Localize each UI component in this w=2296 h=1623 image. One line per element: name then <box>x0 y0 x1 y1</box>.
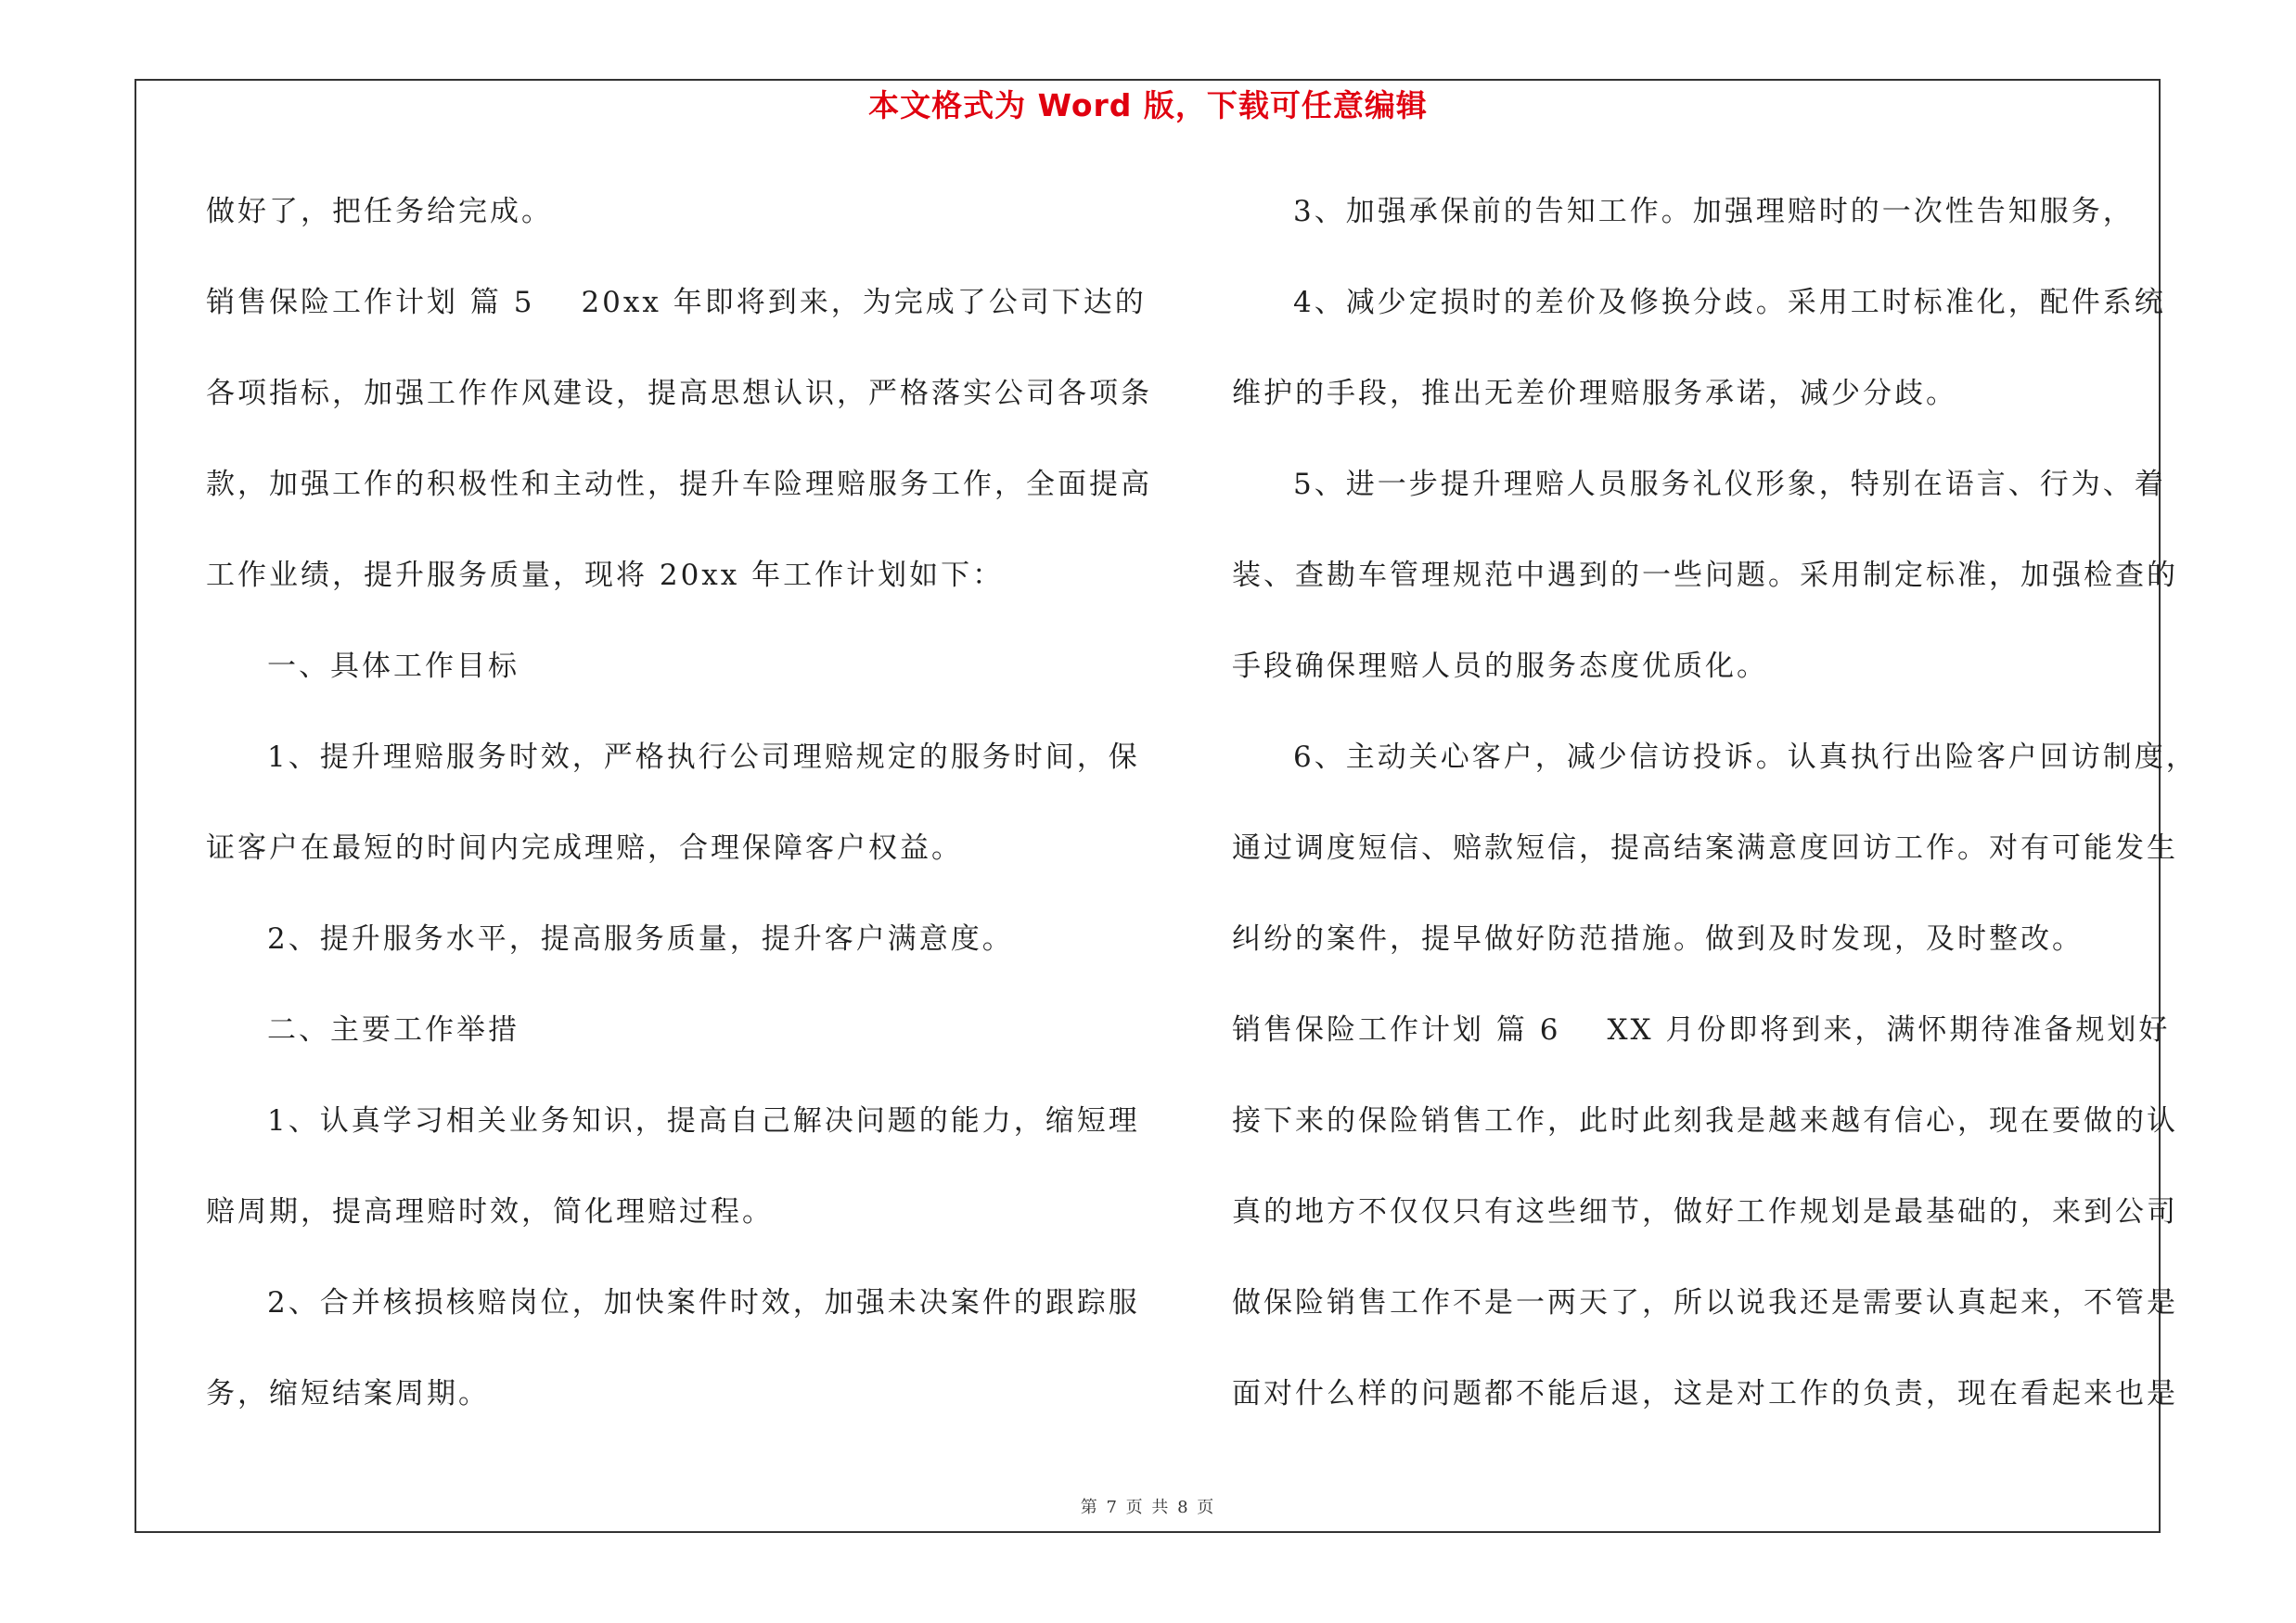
text-line: 3、加强承保前的告知工作。加强理赔时的一次性告知服务， <box>1293 195 2135 228</box>
section-heading: 销售保险工作计划 篇 6 <box>1232 1013 1561 1047</box>
text-line: 一、具体工作目标 <box>267 650 519 683</box>
text-line: 赔周期，提高理赔时效，简化理赔过程。 <box>206 1195 774 1229</box>
section-heading: 销售保险工作计划 篇 5 <box>206 286 535 319</box>
text-line: 接下来的保险销售工作，此时此刻我是越来越有信心，现在要做的认 <box>1232 1104 2178 1138</box>
text-line: 做好了，把任务给完成。 <box>206 195 553 228</box>
text-line: 纠纷的案件，提早做好防范措施。做到及时发现，及时整改。 <box>1232 922 2084 956</box>
text-line: 各项指标，加强工作作风建设，提高思想认识，严格落实公司各项条 <box>206 377 1152 410</box>
text-line: 2、合并核损核赔岗位，加快案件时效，加强未决案件的跟踪服 <box>267 1286 1140 1320</box>
text-line: 二、主要工作举措 <box>267 1013 519 1047</box>
text-line: 款，加强工作的积极性和主动性，提升车险理赔服务工作，全面提高 <box>206 468 1152 501</box>
text-line: 6、主动关心客户，减少信访投诉。认真执行出险客户回访制度， <box>1293 741 2198 774</box>
text-line: 真的地方不仅仅只有这些细节，做好工作规划是最基础的，来到公司 <box>1232 1195 2178 1229</box>
page-number-footer: 第 7 页 共 8 页 <box>1080 1498 1216 1517</box>
text-line: 证客户在最短的时间内完成理赔，合理保障客户权益。 <box>206 831 963 865</box>
header-banner: 本文格式为 Word 版，下载可任意编辑 <box>868 87 1428 123</box>
text-line: 务，缩短结案周期。 <box>206 1377 490 1410</box>
text-line: 1、提升理赔服务时效，严格执行公司理赔规定的服务时间，保 <box>267 741 1140 774</box>
text-line: 销售保险工作计划 篇 6 XX 月份即将到来，满怀期待准备规划好 <box>1232 1013 2171 1047</box>
text-line: 装、查勘车管理规范中遇到的一些问题。采用制定标准，加强检查的 <box>1232 559 2178 592</box>
text-line: 面对什么样的问题都不能后退，这是对工作的负责，现在看起来也是 <box>1232 1377 2178 1410</box>
text-line: 工作业绩，提升服务质量，现将 20xx 年工作计划如下： <box>206 559 1005 592</box>
text-line: 1、认真学习相关业务知识，提高自己解决问题的能力，缩短理 <box>267 1104 1140 1138</box>
text-line: 通过调度短信、赔款短信，提高结案满意度回访工作。对有可能发生 <box>1232 831 2178 865</box>
text-line: 销售保险工作计划 篇 5 20xx 年即将到来，为完成了公司下达的 <box>206 286 1147 319</box>
text-line: 5、进一步提升理赔人员服务礼仪形象，特别在语言、行为、着 <box>1293 468 2166 501</box>
text-line: 做保险销售工作不是一两天了，所以说我还是需要认真起来，不管是 <box>1232 1286 2178 1320</box>
text-line: 维护的手段，推出无差价理赔服务承诺，减少分歧。 <box>1232 377 1957 410</box>
text-line: 手段确保理赔人员的服务态度优质化。 <box>1232 650 1768 683</box>
text-line: 4、减少定损时的差价及修换分歧。采用工时标准化，配件系统 <box>1293 286 2166 319</box>
text-line: 2、提升服务水平，提高服务质量，提升客户满意度。 <box>267 922 1014 956</box>
